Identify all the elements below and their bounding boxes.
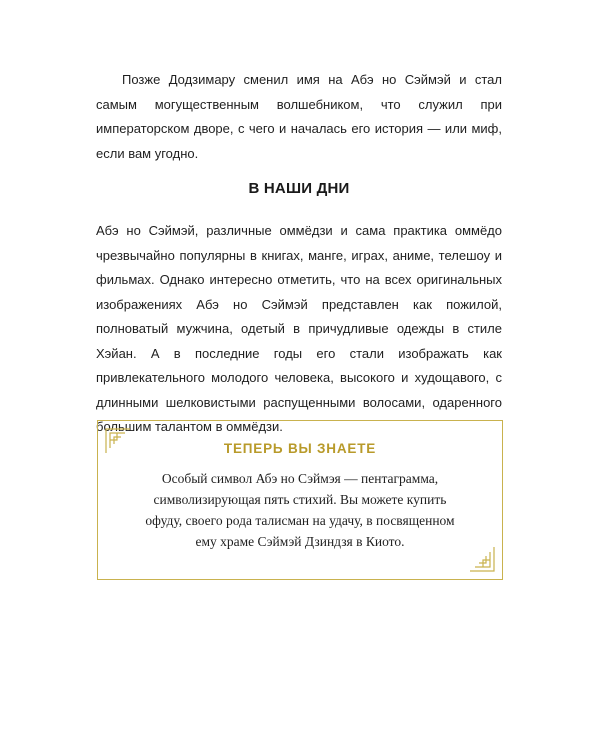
intro-paragraph: Позже Додзимару сменил имя на Абэ но Сэймэй и стал самым могущественным волшебником, что служил при императорском дворе, с чего и началась его история — или миф, если вам угодно. bbox=[96, 72, 502, 161]
section-heading: В НАШИ ДНИ bbox=[248, 180, 350, 197]
info-box-title: ТЕПЕРЬ ВЫ ЗНАЕТЕ bbox=[223, 441, 377, 456]
corner-ornament-icon bbox=[469, 546, 495, 572]
body-paragraph: Абэ но Сэймэй, различные оммёдзи и сама практика оммёдо чрезвычайно популярны в книгах, манге, играх, аниме, телешоу и фильмах. Однако интересно отметить, что на всех оригинальных изображениях Абэ но Сэймэй представлен как пожилой, полноватый мужчина, одетый в причудливые одежды в стиле Хэйан. А в последние годы его стали изображать как привлекательного молодого человека, высокого и худощавого, с длинными шелковистыми распущенными волосами, одаренного большим талантом в оммёдзи. bbox=[96, 223, 502, 434]
info-box-text: Особый символ Абэ но Сэймэя — пентаграмма, символизирующая пять стихий. Вы можете купить офуду, своего рода талисман на удачу, в посвященном ему храме Сэймэй Дзиндзя в Киото. bbox=[145, 471, 455, 549]
info-box bbox=[97, 420, 503, 580]
